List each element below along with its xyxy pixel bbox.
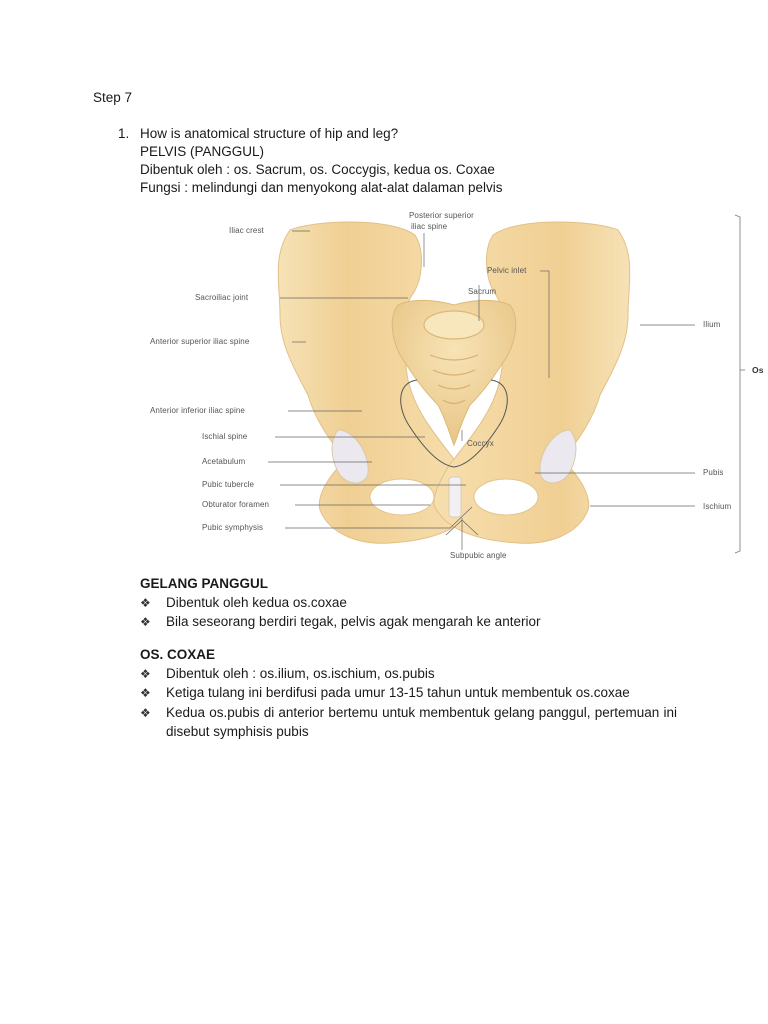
label-ischial-spine: Ischial spine [202, 432, 248, 441]
label-anterior-inferior-iliac-spine: Anterior inferior iliac spine [150, 406, 245, 415]
list-item: ❖ Dibentuk oleh : os.ilium, os.ischium, os.pubis [140, 666, 435, 681]
list-item: ❖ Dibentuk oleh kedua os.coxae [140, 595, 347, 610]
section-heading-gelang-panggul: GELANG PANGGUL [140, 576, 268, 591]
label-pubic-symphysis: Pubic symphysis [202, 523, 264, 532]
label-pubis: Pubis [703, 468, 724, 477]
diamond-bullet-icon: ❖ [140, 686, 151, 700]
label-subpubic-angle: Subpubic angle [450, 551, 507, 560]
list-item: ❖ Ketiga tulang ini berdifusi pada umur 13-15 tahun untuk membentuk os.coxae [140, 685, 630, 700]
label-posterior-superior: Posterior superior [409, 211, 474, 220]
label-sacrum: Sacrum [468, 287, 497, 296]
pelvis-title: PELVIS (PANGGUL) [140, 144, 265, 159]
label-anterior-superior-iliac-spine: Anterior superior iliac spine [150, 337, 250, 346]
label-iliac-crest: Iliac crest [229, 226, 264, 235]
label-pelvic-inlet: Pelvic inlet [487, 266, 527, 275]
label-ischium: Ischium [703, 502, 732, 511]
pelvis-illustration [140, 205, 768, 565]
diamond-bullet-icon: ❖ [140, 706, 151, 720]
label-pubic-tubercle: Pubic tubercle [202, 480, 255, 489]
diamond-bullet-icon: ❖ [140, 667, 151, 681]
diamond-bullet-icon: ❖ [140, 596, 151, 610]
label-iliac-spine: iliac spine [411, 222, 448, 231]
pelvis-function: Fungsi : melindungi dan menyokong alat-alat dalaman pelvis [140, 180, 503, 195]
list-item-text-wrapped: Kedua os.pubis di anterior bertemu untuk membentuk gelang panggul, pertemuan ini disebut symphisis pubis [166, 705, 677, 739]
label-ilium: Ilium [703, 320, 721, 329]
list-item [140, 705, 166, 721]
label-coccyx: Coccyx [467, 439, 494, 448]
pelvis-diagram [140, 205, 768, 565]
list-item: ❖ Bila seseorang berdiri tegak, pelvis agak mengarah ke anterior [140, 614, 541, 629]
label-sacroiliac-joint: Sacroiliac joint [195, 293, 249, 302]
pelvis-composition: Dibentuk oleh : os. Sacrum, os. Coccygis, kedua os. Coxae [140, 162, 495, 177]
label-acetabulum: Acetabulum [202, 457, 246, 466]
question-text: How is anatomical structure of hip and leg? [140, 126, 399, 141]
label-os-bracket: Os [752, 365, 764, 375]
section-heading-os-coxae: OS. COXAE [140, 647, 216, 662]
label-obturator-foramen: Obturator foramen [202, 500, 270, 509]
question-number: 1. [118, 126, 130, 141]
step-heading: Step 7 [93, 90, 133, 105]
diamond-bullet-icon: ❖ [140, 615, 151, 629]
